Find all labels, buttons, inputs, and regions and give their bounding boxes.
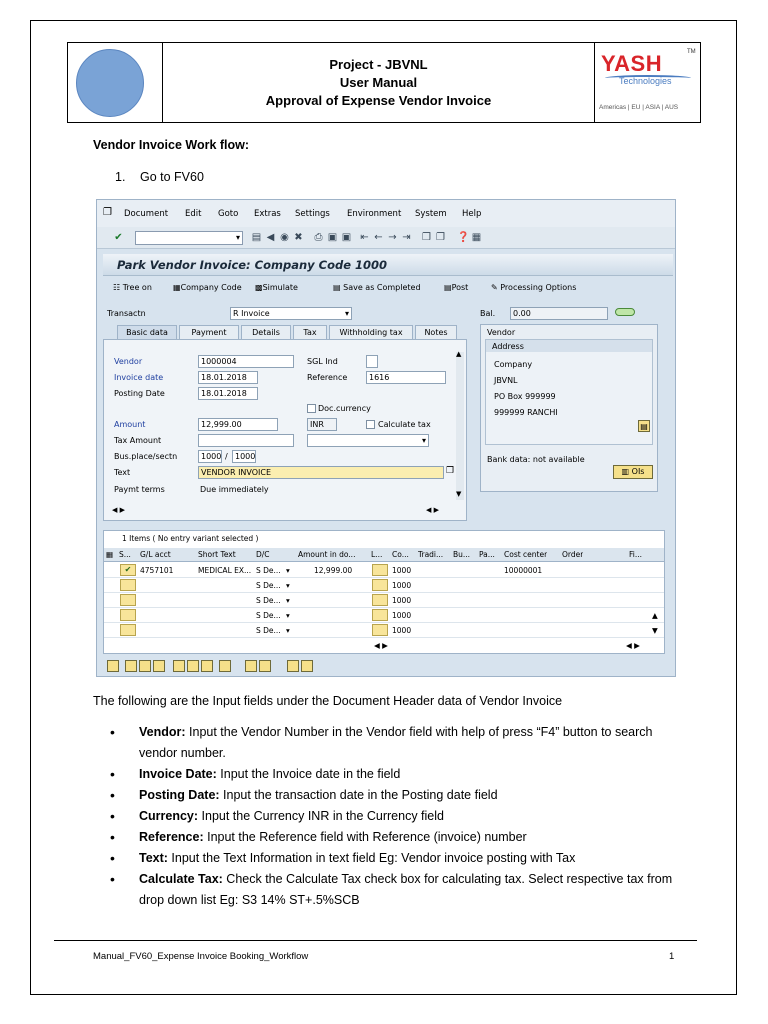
tax-edit-icon[interactable] (372, 579, 388, 591)
print-icon[interactable]: ⎙ (314, 232, 323, 243)
bullet-text: Check the Calculate Tax check box for calculating tax. Select respective tax from drop down list Eg: S3 14% ST+.5%SCB (139, 872, 673, 907)
traffic-light-icon (615, 308, 635, 316)
bullet-term: Vendor: (139, 725, 186, 739)
bullet-term: Invoice Date: (139, 767, 217, 781)
invoice-date-label: Invoice date (114, 373, 164, 382)
co-cell[interactable]: 1000 (392, 596, 412, 605)
bullet-text: Input the Vendor Number in the Vendor field with help of press “F4” button to search vendor number. (139, 725, 653, 760)
header-title-cell (163, 43, 595, 122)
bullet-text: Input the Reference field with Reference (invoice) number (203, 830, 527, 844)
header-project: Project - JBVNL (329, 56, 428, 72)
yash-logo-text: YASH (601, 51, 663, 76)
sap-system-toolbar (97, 227, 675, 249)
co-cell[interactable]: 1000 (392, 581, 412, 590)
vendor-input[interactable]: 1000004 (198, 355, 294, 368)
command-field[interactable] (135, 231, 243, 245)
scroll-down-icon[interactable]: ▼ (456, 490, 462, 498)
col-fi[interactable]: Fi... (629, 550, 643, 559)
field-list (110, 722, 690, 911)
select-all-icon[interactable] (125, 660, 137, 672)
sap-title-bar (103, 254, 673, 276)
enter-icon[interactable]: ✔ (114, 232, 123, 243)
tab-withholding-tax[interactable]: Withholding tax (329, 325, 413, 339)
invoice-date-input[interactable]: 18.01.2018 (198, 371, 258, 384)
dc-cell[interactable]: S De... (256, 611, 281, 620)
yash-logo-tm: TM (687, 49, 696, 55)
paymt-terms-label: Paymt terms (114, 485, 165, 494)
col-gl-acct[interactable]: G/L acct (140, 550, 171, 559)
dc-cell[interactable]: S De... (256, 581, 281, 590)
yash-logo-sub: Technologies (619, 76, 672, 86)
first-page-icon[interactable]: ⇤ (360, 232, 369, 243)
grid-header-row (104, 548, 664, 562)
items-grid (103, 530, 665, 654)
yash-logo-cell (595, 43, 700, 122)
col-bu[interactable]: Bu... (453, 550, 471, 559)
address-line-2: JBVNL (494, 376, 518, 385)
chevron-down-icon: ▾ (421, 436, 426, 445)
delete-row-icon[interactable] (187, 660, 199, 672)
save-icon[interactable]: ▤ (251, 232, 262, 243)
table-row[interactable] (104, 578, 664, 593)
document-header (67, 42, 701, 123)
bus-place-label: Bus.place/sectn (114, 452, 178, 461)
tab-payment[interactable]: Payment (179, 325, 239, 339)
doc-currency-label: Doc.currency (318, 404, 371, 413)
paste-icon[interactable] (259, 660, 271, 672)
copy-row-icon[interactable] (201, 660, 213, 672)
reference-input[interactable]: 1616 (366, 371, 446, 384)
prev-page-icon[interactable]: ← (374, 232, 383, 243)
sap-application-toolbar (103, 280, 673, 298)
row-selector[interactable] (120, 579, 136, 591)
reference-label: Reference (307, 373, 348, 382)
col-pa[interactable]: Pa... (479, 550, 495, 559)
bullet-text: Input the transaction date in the Posting date field (219, 788, 498, 802)
sort-icon[interactable] (287, 660, 299, 672)
tax-edit-icon[interactable] (372, 564, 388, 576)
table-row[interactable] (104, 593, 664, 608)
menu-environment[interactable]: Environment (347, 209, 402, 219)
footer-doc-name: Manual_FV60_Expense Invoice Booking_Workflow (93, 951, 309, 962)
intro-text: The following are the Input fields under the Document Header data of Vendor Invoice (93, 694, 563, 708)
header-manual: User Manual (339, 74, 418, 90)
find-next-icon[interactable]: ▣ (341, 232, 352, 243)
post-button[interactable]: ▤Post (444, 283, 469, 292)
tax-amount-label: Tax Amount (114, 436, 162, 445)
list-item (110, 764, 690, 785)
col-cost-center[interactable]: Cost center (504, 550, 548, 559)
back-icon[interactable]: ◀ (266, 232, 275, 243)
long-text-icon[interactable]: ❐ (446, 466, 455, 476)
tree-on-button[interactable]: ☷ Tree on (113, 283, 152, 292)
table-row[interactable] (104, 608, 664, 623)
list-item (110, 806, 690, 827)
col-status[interactable]: S... (119, 550, 131, 559)
col-short-text[interactable]: Short Text (198, 550, 236, 559)
posting-date-label: Posting Date (114, 389, 165, 398)
scroll-up-icon[interactable]: ▲ (456, 350, 462, 358)
processing-options-button[interactable]: ✎ Processing Options (491, 283, 577, 292)
next-page-icon[interactable]: → (388, 232, 397, 243)
address-box (485, 339, 653, 445)
balance-label: Bal. (480, 309, 496, 318)
help-icon[interactable]: ❓ (457, 232, 470, 243)
text-input[interactable]: VENDOR INVOICE (198, 466, 444, 479)
chevron-down-icon[interactable]: ▾ (286, 596, 290, 605)
footer-page-number: 1 (669, 951, 675, 962)
address-line-4: 999999 RANCHI (494, 408, 558, 417)
doc-currency-checkbox[interactable] (307, 404, 316, 413)
deselect-all-icon[interactable] (139, 660, 151, 672)
copy-icon[interactable] (245, 660, 257, 672)
row-selector[interactable] (120, 609, 136, 621)
co-cell[interactable]: 1000 (392, 611, 412, 620)
menu-extras[interactable]: Extras (254, 209, 281, 219)
check-icon: ✔ (120, 564, 136, 576)
tax-edit-icon[interactable] (372, 609, 388, 621)
new-session-icon[interactable]: ❒ (422, 232, 431, 243)
grid-scroll-right-icon[interactable]: ◀ ▶ (626, 641, 640, 650)
insert-row-icon[interactable] (173, 660, 185, 672)
short-text-cell[interactable]: MEDICAL EX... (198, 566, 252, 575)
panel-scrollbar[interactable] (456, 352, 464, 500)
bus-place-separator: / (225, 452, 228, 461)
dc-cell[interactable]: S De... (256, 626, 281, 635)
tax-edit-icon[interactable] (372, 594, 388, 606)
section-input[interactable]: 1000 (232, 450, 256, 463)
menu-goto[interactable]: Goto (218, 209, 239, 219)
transactn-select[interactable]: R Invoice ▾ (230, 307, 352, 320)
grid-scroll-down-icon[interactable]: ▼ (652, 626, 658, 635)
tab-basic-data[interactable]: Basic data (117, 325, 177, 339)
chevron-down-icon: ▾ (344, 309, 349, 318)
cost-center-cell[interactable]: 10000001 (504, 566, 543, 575)
sgl-ind-label: SGL Ind (307, 357, 338, 366)
company-code-button[interactable]: ▦Company Code (173, 283, 242, 292)
co-cell[interactable]: 1000 (392, 626, 412, 635)
col-trading[interactable]: Tradi... (418, 550, 444, 559)
vendor-box-title: Vendor (487, 328, 516, 337)
last-page-icon[interactable]: ⇥ (402, 232, 411, 243)
amount-label: Amount (114, 420, 146, 429)
row-selector[interactable] (120, 594, 136, 606)
filter-icon[interactable] (301, 660, 313, 672)
select-block-icon[interactable] (153, 660, 165, 672)
bullet-text: Input the Text Information in text field Eg: Vendor invoice posting with Tax (167, 851, 576, 865)
header-subject: Approval of Expense Vendor Invoice (265, 92, 492, 108)
bullet-text: Input the Currency INR in the Currency field (198, 809, 444, 823)
list-item (110, 827, 690, 848)
grid-caption: 1 Items ( No entry variant selected ) (122, 534, 259, 543)
find-icon[interactable]: ▣ (327, 232, 338, 243)
address-line-3: PO Box 999999 (494, 392, 556, 401)
grid-scroll-up-icon[interactable]: ▲ (652, 611, 658, 620)
list-item (110, 722, 690, 764)
bullet-term: Text: (139, 851, 168, 865)
scroll-right-icon[interactable]: ◀ ▶ (426, 506, 439, 514)
currency-field[interactable]: INR (307, 418, 337, 431)
balance-value: 0.00 (510, 307, 608, 320)
cancel-icon[interactable]: ✖ (294, 232, 303, 243)
menu-edit[interactable]: Edit (185, 209, 202, 219)
dc-cell[interactable]: S De... (256, 596, 281, 605)
posting-date-input[interactable]: 18.01.2018 (198, 387, 258, 400)
amount-input[interactable]: 12,999.00 (198, 418, 278, 431)
section-title: Vendor Invoice Work flow: (93, 138, 250, 152)
tax-code-select[interactable] (307, 434, 429, 447)
bullet-term: Reference: (139, 830, 204, 844)
save-as-completed-button[interactable]: ▤ Save as Completed (333, 283, 421, 292)
client-logo (76, 49, 144, 117)
amount-cell[interactable]: 12,999.00 (314, 566, 353, 575)
tab-tax[interactable]: Tax (293, 325, 327, 339)
simulate-button[interactable]: ▩Simulate (255, 283, 298, 292)
yash-logo-regions: Americas | EU | ASIA | AUS (599, 104, 679, 111)
chevron-down-icon[interactable]: ▾ (286, 626, 290, 635)
co-cell[interactable]: 1000 (392, 566, 412, 575)
calculate-tax-checkbox[interactable] (366, 420, 375, 429)
transactn-label: Transactn (107, 309, 146, 318)
table-row[interactable] (104, 563, 664, 578)
address-title: Address (492, 342, 524, 351)
sap-screenshot (96, 199, 676, 677)
exit-icon[interactable]: ◉ (280, 232, 289, 243)
bullet-term: Calculate Tax: (139, 872, 223, 886)
scroll-left-icon[interactable]: ◀ ▶ (112, 506, 125, 514)
bullet-text: Input the Invoice date in the field (216, 767, 401, 781)
col-dc[interactable]: D/C (256, 550, 270, 559)
tab-details[interactable]: Details (241, 325, 291, 339)
basic-data-panel (103, 339, 467, 521)
client-logo-cell (68, 43, 163, 122)
more-icon[interactable] (219, 660, 231, 672)
vendor-info-panel (480, 324, 658, 492)
paymt-terms-value: Due immediately (200, 485, 269, 494)
address-detail-icon[interactable]: ▤ (638, 420, 650, 432)
grid-scroll-left-icon[interactable]: ◀ ▶ (374, 641, 388, 650)
menu-system[interactable]: System (415, 209, 447, 219)
menu-help[interactable]: Help (462, 209, 482, 219)
chevron-down-icon[interactable]: ▾ (286, 566, 290, 575)
calculate-tax-label: Calculate tax (378, 420, 431, 429)
col-co[interactable]: Co... (392, 550, 409, 559)
chevron-down-icon: ▾ (235, 233, 240, 242)
tax-edit-icon[interactable] (372, 624, 388, 636)
footer-divider (54, 940, 697, 941)
col-amount[interactable]: Amount in do... (298, 550, 356, 559)
chevron-down-icon[interactable]: ▾ (286, 611, 290, 620)
gl-acct-cell[interactable]: 4757101 (140, 566, 174, 575)
bus-place-input[interactable]: 1000 (198, 450, 222, 463)
list-item (110, 785, 690, 806)
vendor-label: Vendor (114, 357, 143, 366)
chevron-down-icon[interactable]: ▾ (286, 581, 290, 590)
table-row[interactable] (104, 623, 664, 638)
tab-notes[interactable]: Notes (415, 325, 457, 339)
menu-document[interactable]: Document (124, 209, 169, 219)
sgl-ind-input[interactable] (366, 355, 378, 368)
shortcut-icon[interactable]: ❐ (436, 232, 445, 243)
screen-title: Park Vendor Invoice: Company Code 1000 (117, 258, 388, 272)
ois-icon: ▥ (621, 467, 632, 476)
bullet-term: Posting Date: (139, 788, 220, 802)
sap-menubar (97, 200, 675, 227)
col-l[interactable]: L... (371, 550, 383, 559)
address-line-1: Company (494, 360, 533, 369)
layout-icon[interactable]: ▦ (471, 232, 482, 243)
tax-amount-input[interactable] (198, 434, 294, 447)
bullet-term: Currency: (139, 809, 199, 823)
ois-button[interactable]: ▥ OIs (613, 465, 653, 479)
col-order[interactable]: Order (562, 550, 584, 559)
bank-data-text: Bank data: not available (487, 455, 585, 464)
row-selector[interactable] (120, 624, 136, 636)
menu-exit-icon[interactable]: ❐ (103, 207, 112, 218)
list-item (110, 869, 690, 911)
grid-select-all-icon[interactable]: ▦ (106, 550, 114, 559)
menu-settings[interactable]: Settings (295, 209, 330, 219)
step-number: 1. (115, 170, 126, 184)
step-text: Go to FV60 (140, 170, 204, 184)
dc-cell[interactable]: S De... (256, 566, 281, 575)
details-icon[interactable] (107, 660, 119, 672)
text-label: Text (114, 468, 131, 477)
list-item (110, 848, 690, 869)
